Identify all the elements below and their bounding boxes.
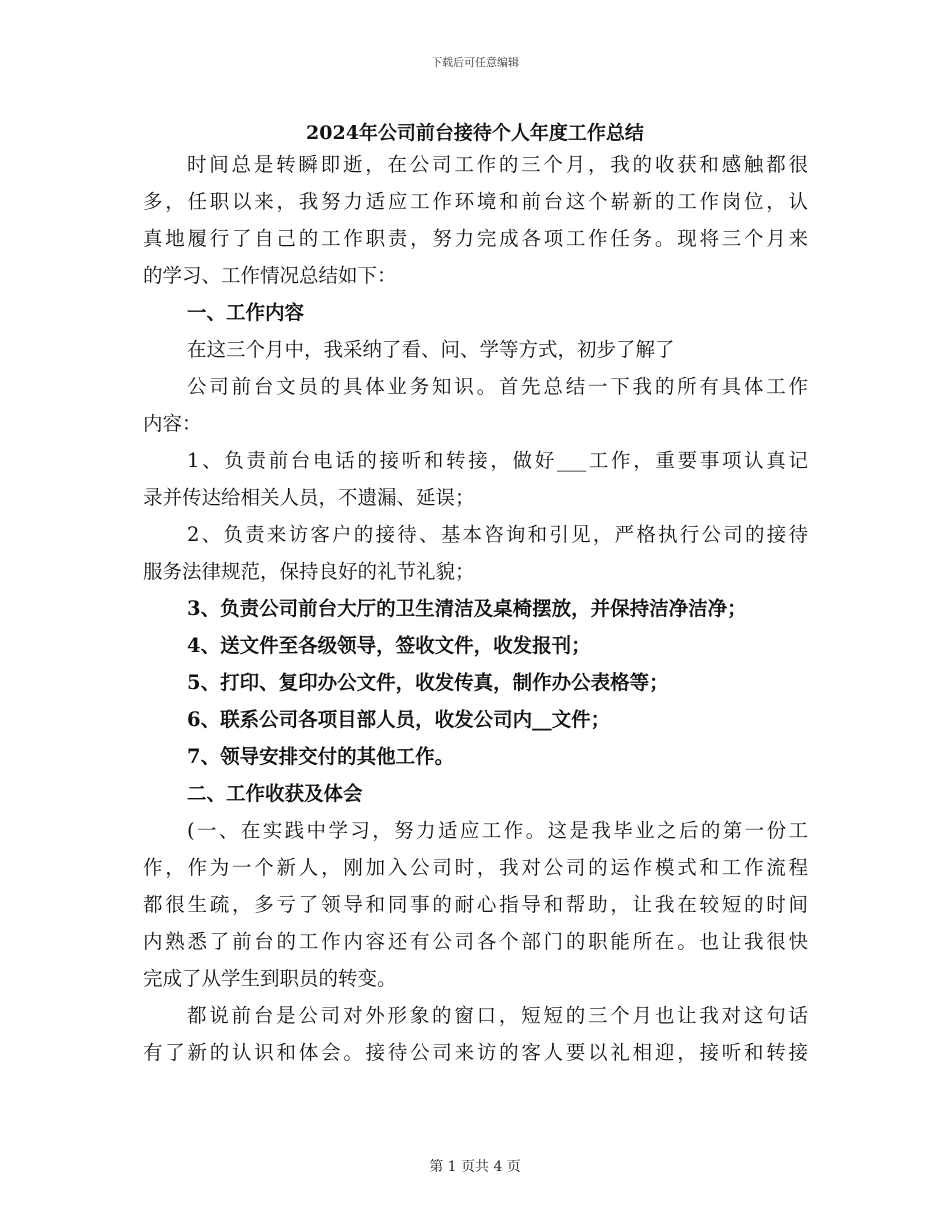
body-line: 都说前台是公司对外形象的窗口，短短的三个月也让我对这句话: [187, 1004, 808, 1027]
document-body: [143, 146, 808, 1071]
body-line: 作，作为一个新人，刚加入公司时，我对公司的运作模式和工作流程: [143, 856, 808, 879]
body-line: 1、负责前台电话的接听和转接，做好___工作，重要事项认真记: [187, 449, 808, 472]
body-line: 内容：: [143, 412, 202, 435]
body-line: 在这三个月中，我采纳了看、问、学等方式，初步了解了: [187, 338, 675, 361]
body-line: 5、打印、复印办公文件，收发传真，制作办公表格等；: [187, 671, 669, 694]
body-line: 二、工作收获及体会: [187, 782, 363, 805]
body-line: 内熟悉了前台的工作内容还有公司各个部门的职能所在。也让我很快: [143, 930, 808, 953]
body-line: 的学习、工作情况总结如下：: [143, 264, 397, 287]
body-line: 完成了从学生到职员的转变。: [143, 967, 397, 990]
body-line: 服务法律规范，保持良好的礼节礼貌；: [143, 560, 475, 583]
body-line: 3、负责公司前台大厅的卫生清洁及桌椅摆放，并保持洁净洁净；: [187, 597, 747, 620]
body-line: 2、负责来访客户的接待、基本咨询和引见，严格执行公司的接待: [187, 523, 808, 546]
header-note: 下载后可任意编辑: [431, 56, 519, 69]
body-line: 7、领导安排交付的其他工作。: [187, 745, 455, 768]
body-line: 真地履行了自己的工作职责，努力完成各项工作任务。现将三个月来: [143, 227, 808, 250]
body-line: 时间总是转瞬即逝，在公司工作的三个月，我的收获和感触都很: [187, 153, 808, 176]
body-line: 一、工作内容: [187, 301, 305, 324]
body-line: 6、联系公司各项目部人员，收发公司内__文件；: [187, 708, 611, 731]
body-line: 录并传达给相关人员，不遗漏、延误；: [143, 486, 475, 509]
body-line: 多，任职以来，我努力适应工作环境和前台这个崭新的工作岗位，认: [143, 190, 808, 213]
page-footer: 第 1 页共 4 页: [429, 1159, 521, 1175]
body-line: 都很生疏，多亏了领导和同事的耐心指导和帮助，让我在较短的时间: [143, 893, 808, 916]
document-title: 2024年公司前台接待个人年度工作总结: [306, 122, 644, 144]
body-line: 4、送文件至各级领导，签收文件，收发报刊；: [187, 634, 591, 657]
body-line: 公司前台文员的具体业务知识。首先总结一下我的所有具体工作: [187, 375, 808, 398]
body-line: (一、在实践中学习，努力适应工作。这是我毕业之后的第一份工: [187, 819, 808, 842]
body-line: 有了新的认识和体会。接待公司来访的客人要以礼相迎，接听和转接: [143, 1041, 808, 1064]
